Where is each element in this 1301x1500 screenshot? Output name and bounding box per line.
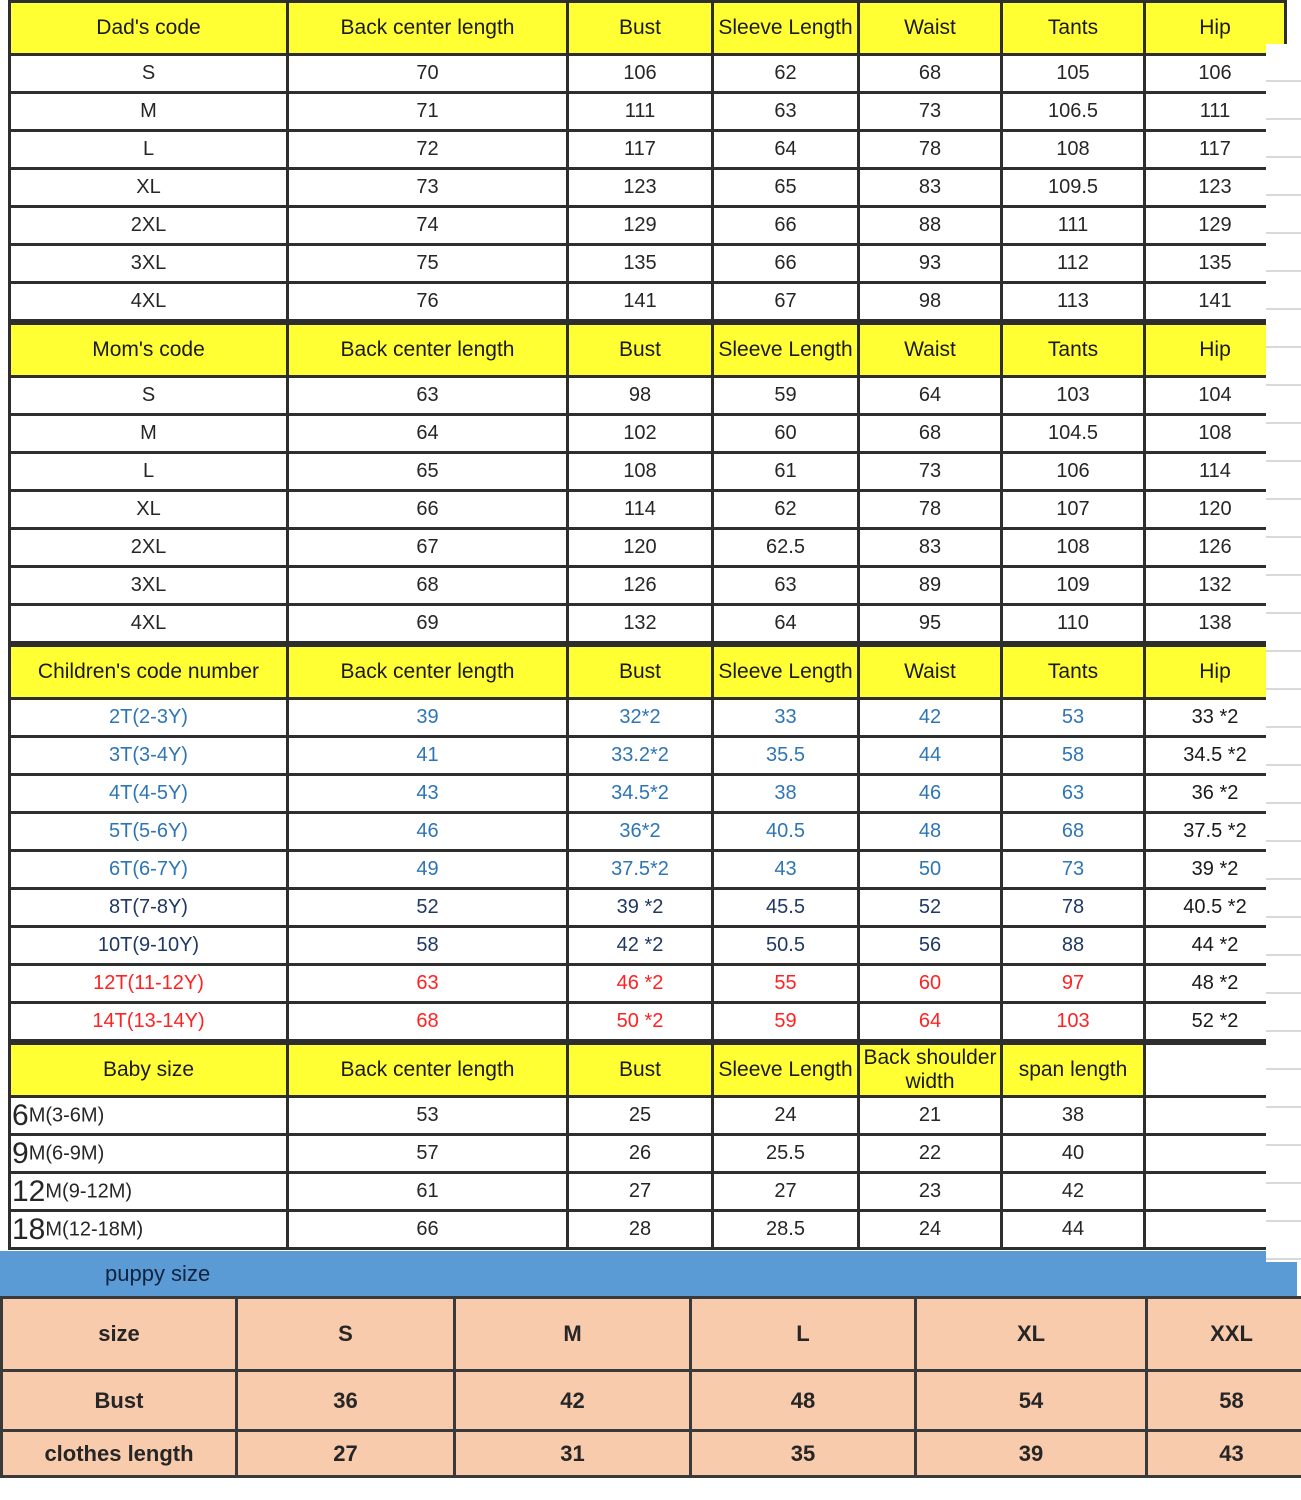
table-row <box>10 1003 1286 1041</box>
value-cell: 38 <box>1002 1097 1145 1135</box>
value-cell: 111 <box>1145 93 1286 131</box>
value-cell: 42 <box>455 1371 691 1431</box>
table-row <box>10 813 1286 851</box>
value-cell: 37.5 *2 <box>1145 813 1286 851</box>
row-label: 9M(6-9M) <box>10 1135 288 1173</box>
row-label: 3XL <box>10 567 288 605</box>
value-cell: 39 *2 <box>1145 851 1286 889</box>
row-label: 6M(3-6M) <box>10 1097 288 1135</box>
column-header: Waist <box>859 2 1002 55</box>
column-header: Bust <box>568 324 713 377</box>
column-header: Tants <box>1002 646 1145 699</box>
column-header: Bust <box>568 1044 713 1097</box>
value-cell: 114 <box>568 491 713 529</box>
value-cell: 78 <box>859 131 1002 169</box>
column-header: Back center length <box>288 646 568 699</box>
value-cell: 37.5*2 <box>568 851 713 889</box>
value-cell: 41 <box>288 737 568 775</box>
row-label: S <box>10 377 288 415</box>
value-cell: 33 *2 <box>1145 699 1286 737</box>
column-header: Baby size <box>10 1044 288 1097</box>
row-label: L <box>10 131 288 169</box>
value-cell: 135 <box>1145 245 1286 283</box>
value-cell: 73 <box>1002 851 1145 889</box>
value-cell: 48 <box>691 1371 916 1431</box>
value-cell: 98 <box>568 377 713 415</box>
value-cell: 25 <box>568 1097 713 1135</box>
value-cell: 60 <box>859 965 1002 1003</box>
table-row <box>10 1211 1286 1249</box>
value-cell: 24 <box>713 1097 859 1135</box>
row-label: 10T(9-10Y) <box>10 927 288 965</box>
value-cell <box>1145 1097 1286 1135</box>
value-cell: 62 <box>713 55 859 93</box>
value-cell: 36 *2 <box>1145 775 1286 813</box>
value-cell <box>1145 1211 1286 1249</box>
value-cell: 24 <box>859 1211 1002 1249</box>
value-cell: 111 <box>568 93 713 131</box>
value-cell: XXL <box>1147 1298 1301 1371</box>
value-cell: 123 <box>568 169 713 207</box>
row-label: 5T(5-6Y) <box>10 813 288 851</box>
value-cell: 58 <box>288 927 568 965</box>
value-cell: 106 <box>1145 55 1286 93</box>
column-header: Tants <box>1002 2 1145 55</box>
value-cell: 66 <box>288 491 568 529</box>
table-row <box>10 245 1286 283</box>
children-size-table <box>8 644 1287 1042</box>
puppy-size-table <box>0 1296 1301 1478</box>
value-cell: 59 <box>713 377 859 415</box>
value-cell: 108 <box>1002 131 1145 169</box>
row-label: XL <box>10 491 288 529</box>
value-cell: 61 <box>713 453 859 491</box>
column-header: Back center length <box>288 2 568 55</box>
value-cell: 103 <box>1002 377 1145 415</box>
value-cell: 38 <box>713 775 859 813</box>
table-row <box>10 1135 1286 1173</box>
column-header: Waist <box>859 646 1002 699</box>
value-cell: 52 <box>859 889 1002 927</box>
value-cell: 46 *2 <box>568 965 713 1003</box>
value-cell: 65 <box>288 453 568 491</box>
puppy-size-title: puppy size <box>105 1260 211 1286</box>
value-cell: 45.5 <box>713 889 859 927</box>
table-row <box>10 415 1286 453</box>
column-header: Hip <box>1145 2 1286 55</box>
value-cell: 141 <box>568 283 713 321</box>
table-row <box>10 93 1286 131</box>
row-label: size <box>2 1298 237 1371</box>
value-cell: 108 <box>1002 529 1145 567</box>
children-header-row <box>10 646 1286 699</box>
value-cell: 75 <box>288 245 568 283</box>
value-cell: 48 *2 <box>1145 965 1286 1003</box>
value-cell: L <box>691 1298 916 1371</box>
value-cell: 27 <box>713 1173 859 1211</box>
column-header: Bust <box>568 646 713 699</box>
column-header: span length <box>1002 1044 1145 1097</box>
value-cell: 88 <box>1002 927 1145 965</box>
value-cell: 83 <box>859 169 1002 207</box>
value-cell: 48 <box>859 813 1002 851</box>
value-cell: 97 <box>1002 965 1145 1003</box>
column-header: Hip <box>1145 646 1286 699</box>
value-cell <box>1145 1173 1286 1211</box>
value-cell: 71 <box>288 93 568 131</box>
table-row <box>10 851 1286 889</box>
column-header: Sleeve Length <box>713 1044 859 1097</box>
value-cell: 33 <box>713 699 859 737</box>
value-cell: 34.5*2 <box>568 775 713 813</box>
table-row <box>10 491 1286 529</box>
row-label: M <box>10 93 288 131</box>
column-header: Mom's code <box>10 324 288 377</box>
value-cell: 141 <box>1145 283 1286 321</box>
value-cell: 73 <box>288 169 568 207</box>
value-cell: 57 <box>288 1135 568 1173</box>
column-header: Children's code number <box>10 646 288 699</box>
value-cell: 117 <box>1145 131 1286 169</box>
value-cell: 126 <box>568 567 713 605</box>
row-label: 4XL <box>10 605 288 643</box>
value-cell: 88 <box>859 207 1002 245</box>
value-cell: 135 <box>568 245 713 283</box>
value-cell: 52 *2 <box>1145 1003 1286 1041</box>
value-cell: 65 <box>713 169 859 207</box>
column-header: Back center length <box>288 324 568 377</box>
value-cell: 33.2*2 <box>568 737 713 775</box>
value-cell: 63 <box>288 965 568 1003</box>
row-label: 2XL <box>10 207 288 245</box>
value-cell: 44 <box>1002 1211 1145 1249</box>
table-row <box>10 927 1286 965</box>
row-label: 18M(12-18M) <box>10 1211 288 1249</box>
value-cell: 120 <box>568 529 713 567</box>
value-cell: 66 <box>713 207 859 245</box>
value-cell: 43 <box>288 775 568 813</box>
column-header: Tants <box>1002 324 1145 377</box>
value-cell: 112 <box>1002 245 1145 283</box>
value-cell: 68 <box>288 567 568 605</box>
value-cell: 73 <box>859 93 1002 131</box>
row-label: 2XL <box>10 529 288 567</box>
row-label: 2T(2-3Y) <box>10 699 288 737</box>
value-cell <box>1145 1135 1286 1173</box>
column-header: Sleeve Length <box>713 2 859 55</box>
value-cell: 53 <box>288 1097 568 1135</box>
value-cell: 69 <box>288 605 568 643</box>
value-cell: 63 <box>1002 775 1145 813</box>
column-header: Hip <box>1145 324 1286 377</box>
value-cell: 46 <box>859 775 1002 813</box>
table-row <box>10 529 1286 567</box>
value-cell: 138 <box>1145 605 1286 643</box>
value-cell: 62 <box>713 491 859 529</box>
value-cell: 36*2 <box>568 813 713 851</box>
puppy-table-row <box>2 1431 1301 1477</box>
value-cell: 63 <box>713 567 859 605</box>
value-cell: 104 <box>1145 377 1286 415</box>
value-cell: 22 <box>859 1135 1002 1173</box>
row-label: 12M(9-12M) <box>10 1173 288 1211</box>
table-row <box>10 207 1286 245</box>
value-cell: 74 <box>288 207 568 245</box>
value-cell: 40.5 <box>713 813 859 851</box>
baby-header-row <box>10 1044 1286 1097</box>
value-cell: 25.5 <box>713 1135 859 1173</box>
value-cell: 120 <box>1145 491 1286 529</box>
value-cell: 63 <box>713 93 859 131</box>
puppy-table-row <box>2 1298 1301 1371</box>
table-row <box>10 699 1286 737</box>
row-label: 4XL <box>10 283 288 321</box>
value-cell: 28 <box>568 1211 713 1249</box>
row-label: 4T(4-5Y) <box>10 775 288 813</box>
value-cell: 55 <box>713 965 859 1003</box>
value-cell: 21 <box>859 1097 1002 1135</box>
column-header: Back center length <box>288 1044 568 1097</box>
value-cell: 46 <box>288 813 568 851</box>
value-cell: 27 <box>568 1173 713 1211</box>
value-cell: 109 <box>1002 567 1145 605</box>
column-header: Waist <box>859 324 1002 377</box>
table-row <box>10 605 1286 643</box>
table-row <box>10 283 1286 321</box>
column-header: Sleeve Length <box>713 324 859 377</box>
baby-size-table <box>8 1042 1287 1250</box>
value-cell: 129 <box>1145 207 1286 245</box>
value-cell: 68 <box>1002 813 1145 851</box>
value-cell: 54 <box>916 1371 1147 1431</box>
table-row <box>10 55 1286 93</box>
value-cell: 67 <box>713 283 859 321</box>
value-cell: 66 <box>288 1211 568 1249</box>
value-cell: 26 <box>568 1135 713 1173</box>
value-cell: 110 <box>1002 605 1145 643</box>
value-cell: 27 <box>237 1431 455 1477</box>
value-cell: 113 <box>1002 283 1145 321</box>
value-cell: 114 <box>1145 453 1286 491</box>
column-header: Bust <box>568 2 713 55</box>
value-cell: 106 <box>1002 453 1145 491</box>
value-cell: 126 <box>1145 529 1286 567</box>
table-row <box>10 889 1286 927</box>
value-cell: 132 <box>568 605 713 643</box>
row-label: clothes length <box>2 1431 237 1477</box>
dad-header-row <box>10 2 1286 55</box>
value-cell: 60 <box>713 415 859 453</box>
row-label: L <box>10 453 288 491</box>
value-cell: 42 <box>859 699 1002 737</box>
value-cell: 42 <box>1002 1173 1145 1211</box>
value-cell: 117 <box>568 131 713 169</box>
value-cell: 105 <box>1002 55 1145 93</box>
value-cell: 62.5 <box>713 529 859 567</box>
puppy-table-row <box>2 1371 1301 1431</box>
value-cell: 78 <box>1002 889 1145 927</box>
value-cell: 104.5 <box>1002 415 1145 453</box>
row-label: Bust <box>2 1371 237 1431</box>
value-cell: 98 <box>859 283 1002 321</box>
value-cell: 40 <box>1002 1135 1145 1173</box>
value-cell: 50.5 <box>713 927 859 965</box>
value-cell: 67 <box>288 529 568 567</box>
row-label: S <box>10 55 288 93</box>
value-cell: 35.5 <box>713 737 859 775</box>
value-cell: 58 <box>1147 1371 1301 1431</box>
column-header: Dad's code <box>10 2 288 55</box>
value-cell: 53 <box>1002 699 1145 737</box>
value-cell: 35 <box>691 1431 916 1477</box>
value-cell: 32*2 <box>568 699 713 737</box>
row-label: 3XL <box>10 245 288 283</box>
row-label: 6T(6-7Y) <box>10 851 288 889</box>
value-cell: 42 *2 <box>568 927 713 965</box>
row-label: 12T(11-12Y) <box>10 965 288 1003</box>
value-cell: 59 <box>713 1003 859 1041</box>
value-cell: 72 <box>288 131 568 169</box>
value-cell: 64 <box>859 1003 1002 1041</box>
value-cell: 64 <box>288 415 568 453</box>
value-cell: 78 <box>859 491 1002 529</box>
value-cell: 129 <box>568 207 713 245</box>
value-cell: 93 <box>859 245 1002 283</box>
row-label: M <box>10 415 288 453</box>
value-cell: 43 <box>713 851 859 889</box>
table-row <box>10 775 1286 813</box>
row-label: 8T(7-8Y) <box>10 889 288 927</box>
value-cell: 76 <box>288 283 568 321</box>
value-cell: 64 <box>713 131 859 169</box>
value-cell: 52 <box>288 889 568 927</box>
value-cell: 40.5 *2 <box>1145 889 1286 927</box>
value-cell: 23 <box>859 1173 1002 1211</box>
column-header: Sleeve Length <box>713 646 859 699</box>
value-cell: 36 <box>237 1371 455 1431</box>
column-header <box>1145 1044 1286 1097</box>
value-cell: 111 <box>1002 207 1145 245</box>
spreadsheet-gridlines <box>1266 44 1301 1262</box>
table-row <box>10 567 1286 605</box>
value-cell: 61 <box>288 1173 568 1211</box>
value-cell: 39 *2 <box>568 889 713 927</box>
value-cell: 103 <box>1002 1003 1145 1041</box>
value-cell: 50 *2 <box>568 1003 713 1041</box>
value-cell: 95 <box>859 605 1002 643</box>
table-row <box>10 377 1286 415</box>
value-cell: 39 <box>916 1431 1147 1477</box>
row-label: 3T(3-4Y) <box>10 737 288 775</box>
value-cell: 106.5 <box>1002 93 1145 131</box>
value-cell: 44 <box>859 737 1002 775</box>
value-cell: 106 <box>568 55 713 93</box>
value-cell: 132 <box>1145 567 1286 605</box>
table-row <box>10 453 1286 491</box>
value-cell: 109.5 <box>1002 169 1145 207</box>
value-cell: 63 <box>288 377 568 415</box>
dad-size-table <box>8 0 1287 322</box>
row-label: 14T(13-14Y) <box>10 1003 288 1041</box>
table-row <box>10 965 1286 1003</box>
value-cell: 39 <box>288 699 568 737</box>
value-cell: 31 <box>455 1431 691 1477</box>
value-cell: 70 <box>288 55 568 93</box>
value-cell: 64 <box>713 605 859 643</box>
value-cell: 68 <box>288 1003 568 1041</box>
value-cell: 28.5 <box>713 1211 859 1249</box>
value-cell: XL <box>916 1298 1147 1371</box>
value-cell: 107 <box>1002 491 1145 529</box>
mom-size-table <box>8 322 1287 644</box>
value-cell: 102 <box>568 415 713 453</box>
row-label: XL <box>10 169 288 207</box>
value-cell: 64 <box>859 377 1002 415</box>
value-cell: 68 <box>859 415 1002 453</box>
value-cell: 50 <box>859 851 1002 889</box>
value-cell: 68 <box>859 55 1002 93</box>
value-cell: 108 <box>1145 415 1286 453</box>
column-header: Back shoulder width <box>859 1044 1002 1097</box>
value-cell: M <box>455 1298 691 1371</box>
value-cell: 49 <box>288 851 568 889</box>
value-cell: 56 <box>859 927 1002 965</box>
value-cell: 73 <box>859 453 1002 491</box>
value-cell: 34.5 *2 <box>1145 737 1286 775</box>
table-row <box>10 737 1286 775</box>
table-row <box>10 131 1286 169</box>
puppy-size-banner <box>0 1251 1297 1296</box>
value-cell: 108 <box>568 453 713 491</box>
value-cell: 89 <box>859 567 1002 605</box>
value-cell: 83 <box>859 529 1002 567</box>
value-cell: 123 <box>1145 169 1286 207</box>
value-cell: 44 *2 <box>1145 927 1286 965</box>
value-cell: 66 <box>713 245 859 283</box>
value-cell: 43 <box>1147 1431 1301 1477</box>
table-row <box>10 1173 1286 1211</box>
mom-header-row <box>10 324 1286 377</box>
table-row <box>10 169 1286 207</box>
table-row <box>10 1097 1286 1135</box>
value-cell: 58 <box>1002 737 1145 775</box>
value-cell: S <box>237 1298 455 1371</box>
